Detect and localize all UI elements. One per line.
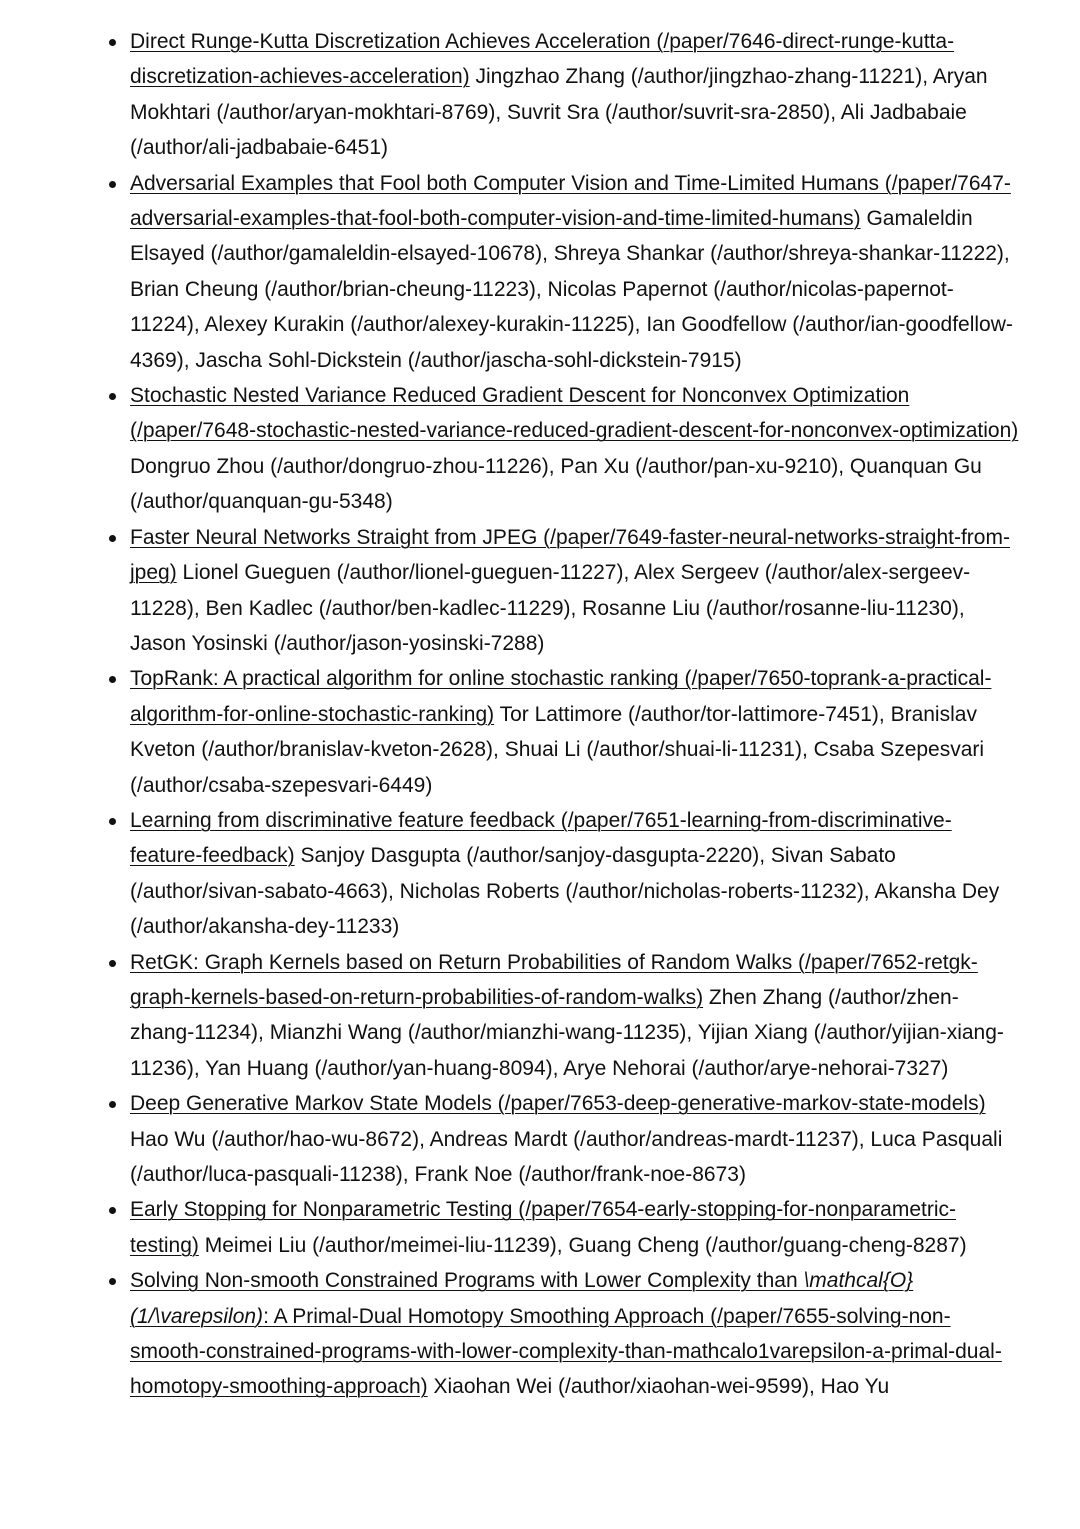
paper-title-text: Solving Non-smooth Constrained Programs with Lower Complexity than <box>130 1269 804 1293</box>
paper-title-math: \mathcal{O}(1/\varepsilon) <box>130 1269 914 1328</box>
paper-title-text: Early Stopping for Nonparametric Testing (/paper/7654-early-stopping-for-nonparametric-testing) <box>130 1198 957 1257</box>
paper-entry <box>130 1086 1020 1192</box>
paper-entry <box>130 520 1020 662</box>
paper-entry <box>130 945 1020 1087</box>
paper-authors: Xiaohan Wei (/author/xiaohan-wei-9599), Hao Yu <box>427 1375 890 1399</box>
paper-title-text: : A Primal-Dual Homotopy Smoothing Approach (/paper/7655-solving-non-smooth-constrained-programs-with-lower-complexity-than-mathcalo1varepsilon-a-primal-dual-homotopy-smoothing-approach) <box>130 1304 1002 1399</box>
paper-authors: Zhen Zhang (/author/zhen-zhang-11234), Mianzhi Wang (/author/mianzhi-wang-11235), Yijian Xiang (/author/yijian-xiang-11236), Yan Huang (/author/yan-huang-8094), Arye Nehorai (/author/arye-nehorai-7327) <box>130 985 1004 1080</box>
paper-authors: Sanjoy Dasgupta (/author/sanjoy-dasgupta-2220), Sivan Sabato (/author/sivan-sabato-4663), Nicholas Roberts (/author/nicholas-roberts-11232), Akansha Dey (/author/akansha-dey-11233) <box>130 844 1000 939</box>
paper-title-text: Adversarial Examples that Fool both Computer Vision and Time-Limited Humans (/paper/7647-adversarial-examples-that-fool-both-computer-vision-and-time-limited-humans) <box>130 171 1011 231</box>
paper-title-link[interactable] <box>130 384 1018 442</box>
paper-title-link[interactable] <box>130 1092 986 1115</box>
paper-entry <box>130 24 1020 166</box>
paper-authors: Gamaleldin Elsayed (/author/gamaleldin-elsayed-10678), Shreya Shankar (/author/shreya-shankar-11222), Brian Cheung (/author/brian-cheung-11223), Nicolas Papernot (/author/nicolas-papernot-11224), Alexey Kurakin (/author/alexey-kurakin-11225), Ian Goodfellow (/author/ian-goodfellow-4369), Jascha Sohl-Dickstein (/author/jascha-sohl-dickstein-7915) <box>130 207 1013 372</box>
paper-title-text: RetGK: Graph Kernels based on Return Probabilities of Random Walks (/paper/7652-retgk-graph-kernels-based-on-return-probabilities-of-random-walks) <box>130 950 978 1009</box>
paper-authors: Lionel Gueguen (/author/lionel-gueguen-11227), Alex Sergeev (/author/alex-sergeev-11228), Ben Kadlec (/author/ben-kadlec-11229), Rosanne Liu (/author/rosanne-liu-11230), Jason Yosinski (/author/jason-yosinski-7288) <box>130 561 971 655</box>
paper-entry <box>130 661 1020 803</box>
paper-title-text: TopRank: A practical algorithm for online stochastic ranking (/paper/7650-toprank-a-practical-algorithm-for-online-stochastic-ranking) <box>130 667 992 726</box>
paper-entry <box>130 1263 1020 1405</box>
paper-entry <box>130 1192 1020 1263</box>
paper-title-text: Stochastic Nested Variance Reduced Gradient Descent for Nonconvex Optimization (/paper/7648-stochastic-nested-variance-reduced-gradient-descent-for-nonconvex-optimization) <box>130 384 1019 443</box>
paper-authors: Hao Wu (/author/hao-wu-8672), Andreas Mardt (/author/andreas-mardt-11237), Luca Pasquali (/author/luca-pasquali-11238), Frank Noe (/author/frank-noe-8673) <box>130 1127 1003 1186</box>
paper-title-text: Deep Generative Markov State Models (/paper/7653-deep-generative-markov-state-models) <box>130 1092 986 1116</box>
paper-title-text: Faster Neural Networks Straight from JPEG (/paper/7649-faster-neural-networks-straight-from-jpeg) <box>130 525 1010 585</box>
paper-authors: Tor Lattimore (/author/tor-lattimore-7451), Branislav Kveton (/author/branislav-kveton-2628), Shuai Li (/author/shuai-li-11231), Csaba Szepesvari (/author/csaba-szepesvari-6449) <box>130 702 985 797</box>
paper-entry <box>130 378 1020 520</box>
paper-authors: Jingzhao Zhang (/author/jingzhao-zhang-11221), Aryan Mokhtari (/author/aryan-mokhtari-8769), Suvrit Sra (/author/suvrit-sra-2850), Ali Jadbabaie (/author/ali-jadbabaie-6451) <box>130 65 988 160</box>
paper-title-text: Learning from discriminative feature feedback (/paper/7651-learning-from-discriminative-feature-feedback) <box>130 808 952 868</box>
paper-entry <box>130 803 1020 945</box>
paper-authors: Dongruo Zhou (/author/dongruo-zhou-11226), Pan Xu (/author/pan-xu-9210), Quanquan Gu (/author/quanquan-gu-5348) <box>130 454 982 514</box>
paper-entry <box>130 166 1020 378</box>
paper-authors: Meimei Liu (/author/meimei-liu-11239), Guang Cheng (/author/guang-cheng-8287) <box>198 1233 967 1257</box>
paper-title-text: Direct Runge-Kutta Discretization Achieves Acceleration (/paper/7646-direct-runge-kutta-discretization-achieves-acceleration) <box>130 30 955 89</box>
